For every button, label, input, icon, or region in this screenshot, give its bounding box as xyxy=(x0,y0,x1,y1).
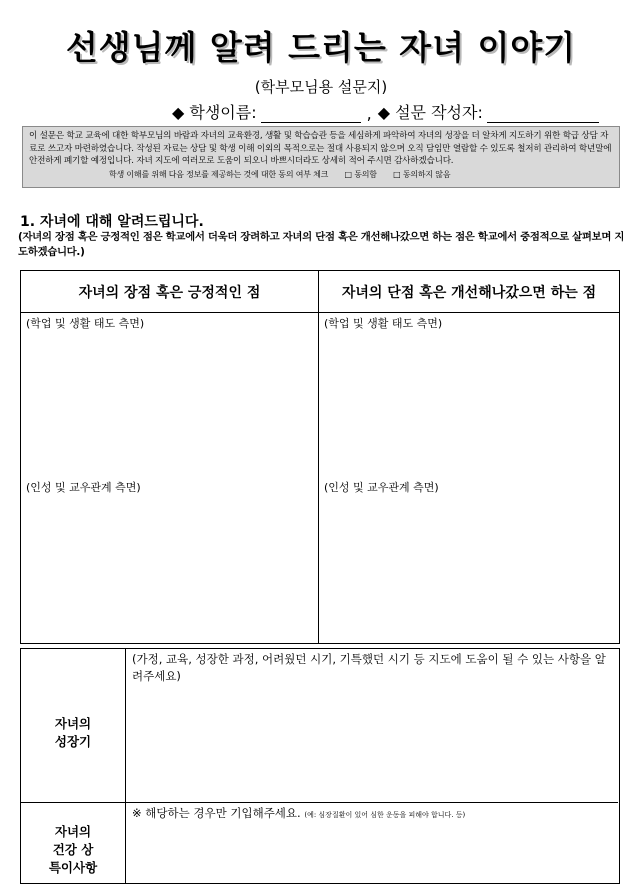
strengths-relationship-label: (인성 및 교우관계 측면) xyxy=(26,481,141,494)
health-example: (예: 심장질환이 있어 심한 운동을 피해야 합니다. 등) xyxy=(304,811,466,819)
notice-box xyxy=(22,126,620,188)
respondent-fields xyxy=(172,97,632,123)
student-name-blank[interactable] xyxy=(261,105,361,123)
consent-prompt: 학생 이해를 위해 다음 정보를 제공하는 것에 대한 동의 여부 체크 xyxy=(109,169,329,179)
consent-disagree-checkbox[interactable]: □ 동의하지 않음 xyxy=(393,169,451,179)
health-header xyxy=(21,803,126,883)
page-title: 선생님께 알려 드리는 자녀 이야기 xyxy=(65,28,577,67)
field-separator: , xyxy=(366,104,372,123)
improvements-relationship-label: (인성 및 교우관계 측면) xyxy=(324,481,439,494)
health-row xyxy=(21,803,618,883)
writer-label: ◆ 설문 작성자: xyxy=(377,103,483,122)
health-header-label: 자녀의 건강 상 특이사항 xyxy=(48,824,98,875)
writer-blank[interactable] xyxy=(487,105,599,123)
improvements-header: 자녀의 단점 혹은 개선해나갔으면 하는 점 xyxy=(319,271,619,313)
consent-agree-checkbox[interactable]: □ 동의함 xyxy=(344,169,377,179)
consent-row xyxy=(29,169,613,182)
strengths-header: 자녀의 장점 혹은 긍정적인 점 xyxy=(21,271,319,313)
growth-cell[interactable] xyxy=(132,651,612,685)
child-background-table xyxy=(20,648,620,884)
growth-header-label: 자녀의 성장기 xyxy=(54,715,92,749)
growth-hint: (가정, 교육, 성장한 과정, 어려웠던 시기, 기특했던 시기 등 지도에 도움이 될 수 있는 사항을 알려주세요) xyxy=(132,652,606,683)
section-1-description: (자녀의 장점 혹은 긍정적인 점은 학교에서 더욱더 장려하고 자녀의 단점 혹은 개선해나갔으면 하는 점은 학교에서 중점적으로 살펴보며 지도하겠습니다.) xyxy=(18,231,625,258)
health-hint: ※ 해당하는 경우만 기입해주세요. xyxy=(132,806,301,820)
student-name-label: ◆ 학생이름: xyxy=(172,103,257,122)
strengths-academic-label: (학업 및 생활 태도 측면) xyxy=(26,317,145,330)
child-traits-table xyxy=(20,270,620,644)
section-1-title: 1. 자녀에 대해 알려드립니다. xyxy=(20,214,204,230)
notice-text: 이 설문은 학교 교육에 대한 학부모님의 바람과 자녀의 교육환경, 생활 및 학습습관 등을 세심하게 파악하여 자녀의 성장을 더 알차게 지도하기 위한 학급 상담 자료로 쓰고자 마련하였습니다. 작성된 자료는 상담 및 학생 이해 이외의 목적으로는 절대 사용되지 않으며 오직 담임만 열람할 수 있도록 철저히 관리하여 학년말에 안전하게 폐기할 예정입니다. 자녀 지도에 여러모로 도움이 되오니 바쁘시더라도 상세히 적어 주시면 감사하겠습니다. xyxy=(29,131,612,166)
page-subtitle: (학부모님용 설문지) xyxy=(254,78,388,96)
improvements-academic-label: (학업 및 생활 태도 측면) xyxy=(324,317,443,330)
growth-header xyxy=(21,649,126,802)
strengths-cell[interactable] xyxy=(21,313,319,643)
health-cell[interactable] xyxy=(132,805,612,824)
improvements-cell[interactable] xyxy=(319,313,619,643)
growth-row xyxy=(21,649,618,803)
